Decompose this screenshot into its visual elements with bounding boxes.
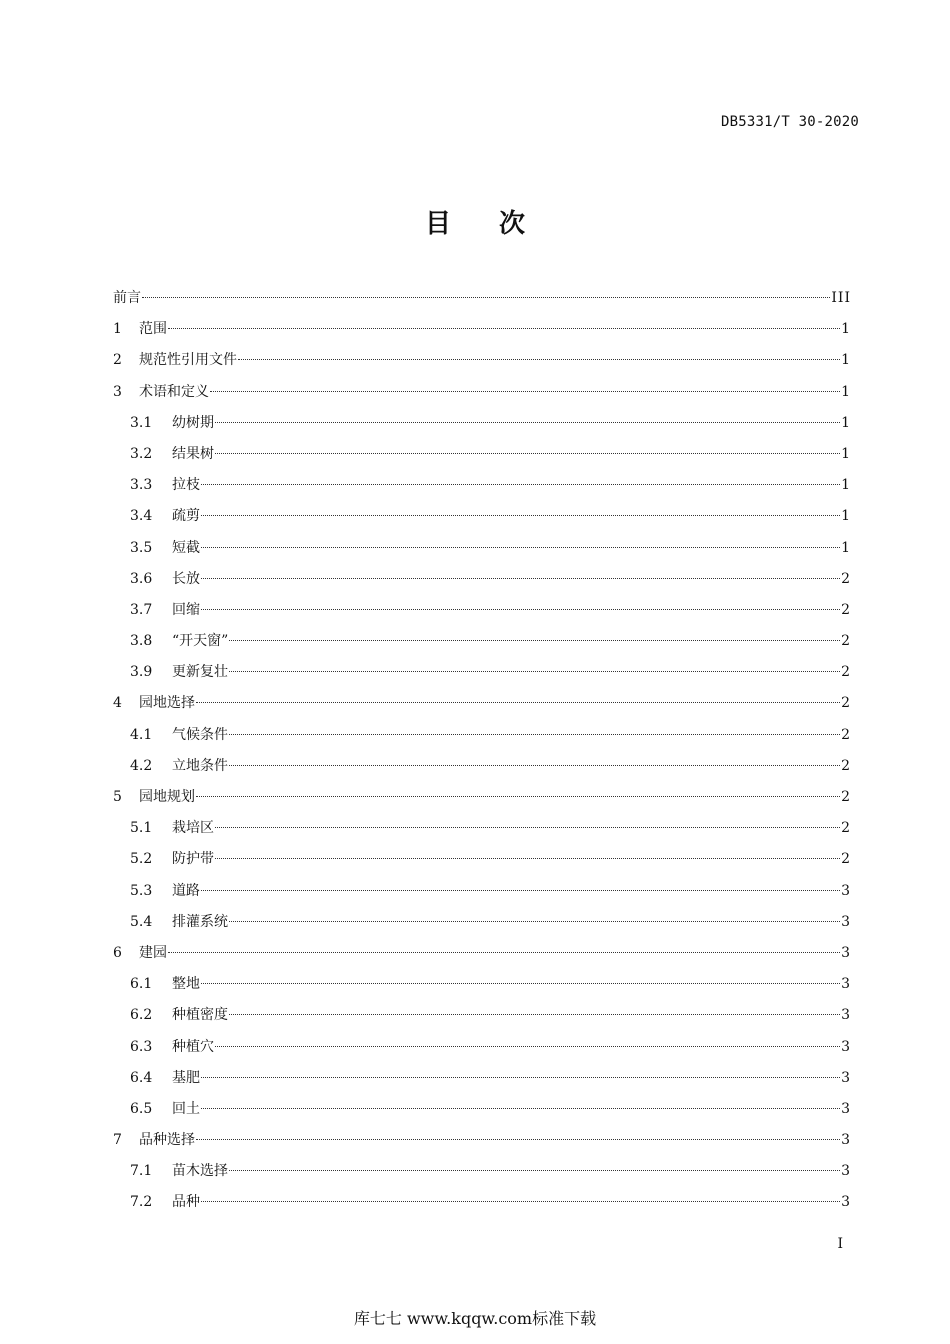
toc-entry-page: 2: [841, 820, 851, 837]
toc-entry-number: 3.1: [130, 414, 153, 431]
toc-dot-leader: [201, 890, 840, 891]
page-title: 目次: [424, 209, 573, 239]
toc-entry-number: 3.6: [130, 570, 153, 587]
toc-entry-number: 3.9: [130, 664, 153, 681]
toc-entry-number: 7.1: [130, 1163, 153, 1180]
toc-dot-leader: [229, 734, 840, 735]
toc-entry-page: 1: [841, 508, 851, 525]
toc-entry-page: 2: [841, 695, 851, 712]
toc-entry-title: 范围: [139, 321, 167, 338]
toc-dot-leader: [201, 1108, 840, 1109]
toc-dot-leader: [201, 547, 840, 548]
toc-entry-title: 拉枝: [172, 477, 200, 494]
footer-watermark: 库七七 www.kqqw.com标准下载: [353, 1309, 597, 1328]
toc-entry-title: 栽培区: [172, 820, 214, 837]
toc-entry-title: 苗木选择: [172, 1163, 228, 1180]
toc-entry-number: 7: [113, 1132, 122, 1149]
toc-entry-number: 5.1: [130, 820, 153, 837]
toc-entry[interactable]: [113, 1032, 851, 1063]
toc-dot-leader: [215, 453, 840, 454]
toc-entry-page: 3: [841, 976, 851, 993]
toc-entry-page: 2: [841, 570, 851, 587]
toc-entry[interactable]: [113, 626, 851, 657]
toc-dot-leader: [196, 1139, 840, 1140]
toc-entry-number: 5.2: [130, 851, 153, 868]
toc-entry-title: 前言: [113, 290, 141, 306]
table-of-contents: [113, 283, 851, 1219]
toc-entry-number: 3.4: [130, 508, 153, 525]
toc-entry-number: 5: [113, 789, 122, 805]
toc-dot-leader: [229, 765, 840, 766]
toc-dot-leader: [210, 391, 840, 392]
toc-entry[interactable]: [113, 470, 851, 501]
toc-entry-title: 立地条件: [172, 757, 228, 774]
toc-dot-leader: [196, 796, 840, 797]
toc-entry-title: 回缩: [172, 601, 200, 618]
toc-dot-leader: [201, 578, 840, 579]
toc-dot-leader: [215, 422, 840, 423]
toc-entry[interactable]: [113, 1156, 851, 1187]
toc-entry-title: 园地规划: [139, 789, 195, 805]
toc-entry-number: 6.5: [130, 1100, 153, 1117]
toc-dot-leader: [201, 983, 840, 984]
toc-dot-leader: [196, 702, 840, 703]
toc-dot-leader: [215, 858, 840, 859]
toc-entry[interactable]: [113, 657, 851, 688]
toc-entry-number: 4.2: [130, 757, 153, 774]
page-number: I: [837, 1236, 843, 1252]
toc-entry[interactable]: [113, 907, 851, 938]
toc-entry-title: “开天窗”: [172, 633, 229, 650]
toc-entry-number: 1: [113, 321, 122, 338]
toc-entry-title: 整地: [172, 976, 200, 993]
toc-entry-title: 术语和定义: [139, 383, 209, 400]
toc-entry-title: 防护带: [172, 851, 214, 868]
toc-entry-number: 4: [113, 695, 122, 712]
toc-entry-page: 3: [841, 944, 851, 961]
toc-entry-number: 3.8: [130, 633, 153, 650]
toc-entry[interactable]: [113, 1094, 851, 1125]
toc-entry-title: 道路: [172, 882, 200, 899]
toc-entry[interactable]: [113, 408, 851, 439]
toc-entry[interactable]: [113, 1063, 851, 1094]
toc-entry-number: 4.1: [130, 726, 153, 743]
toc-entry-number: 3.7: [130, 601, 153, 618]
toc-entry-page: 2: [841, 726, 851, 743]
toc-entry-number: 7.2: [130, 1194, 153, 1211]
toc-dot-leader: [201, 1077, 840, 1078]
toc-entry[interactable]: [113, 283, 851, 314]
toc-entry-page: 3: [841, 1132, 851, 1149]
toc-dot-leader: [229, 1170, 840, 1171]
document-code: DB5331/T 30-2020: [720, 114, 859, 130]
toc-entry-number: 6.1: [130, 976, 153, 993]
toc-entry-title: 短截: [172, 539, 200, 556]
toc-entry-number: 6.2: [130, 1007, 153, 1024]
toc-entry-title: 基肥: [172, 1069, 200, 1086]
toc-entry-page: 3: [841, 1038, 851, 1055]
toc-entry[interactable]: [113, 688, 851, 719]
toc-entry-page: 2: [841, 851, 851, 868]
toc-entry-page: 1: [841, 477, 851, 494]
toc-entry-title: 品种选择: [139, 1132, 195, 1149]
toc-entry[interactable]: [113, 969, 851, 1000]
toc-entry[interactable]: [113, 1000, 851, 1031]
toc-dot-leader: [201, 609, 840, 610]
toc-entry-title: 疏剪: [172, 508, 200, 525]
toc-dot-leader: [201, 515, 840, 516]
toc-entry-page: 1: [841, 383, 851, 400]
toc-entry[interactable]: [113, 782, 851, 813]
toc-entry[interactable]: [113, 377, 851, 408]
toc-dot-leader: [201, 484, 840, 485]
toc-entry[interactable]: [113, 876, 851, 907]
toc-entry[interactable]: [113, 720, 851, 751]
toc-entry-page: 3: [841, 1194, 851, 1211]
toc-entry-page: 3: [841, 1069, 851, 1086]
toc-dot-leader: [238, 359, 840, 360]
toc-entry-number: 5.4: [130, 913, 153, 930]
toc-entry-title: 排灌系统: [172, 913, 228, 930]
toc-entry-number: 5.3: [130, 882, 153, 899]
toc-entry-number: 3.2: [130, 445, 153, 462]
toc-entry[interactable]: [113, 1125, 851, 1156]
toc-entry-number: 6.4: [130, 1069, 153, 1086]
toc-entry[interactable]: [113, 844, 851, 875]
toc-dot-leader: [168, 328, 840, 329]
toc-entry-title: 园地选择: [139, 695, 195, 712]
toc-entry[interactable]: [113, 1187, 851, 1218]
toc-entry-page: 3: [841, 1100, 851, 1117]
toc-entry-number: 6.3: [130, 1038, 153, 1055]
toc-dot-leader: [168, 952, 840, 953]
toc-dot-leader: [229, 1014, 840, 1015]
toc-entry[interactable]: [113, 533, 851, 564]
toc-entry-title: 规范性引用文件: [139, 352, 237, 369]
toc-entry-page: 3: [841, 1163, 851, 1180]
toc-entry[interactable]: [113, 938, 851, 969]
toc-entry-page: 2: [841, 633, 851, 650]
toc-entry-page: 3: [841, 913, 851, 930]
toc-entry-number: 3.5: [130, 539, 153, 556]
toc-entry-title: 气候条件: [172, 726, 228, 743]
toc-entry-page: 2: [841, 789, 851, 805]
toc-entry-page: 3: [841, 882, 851, 899]
toc-entry-page: 3: [841, 1007, 851, 1024]
toc-entry-title: 更新复壮: [172, 664, 228, 681]
toc-entry-page: 2: [841, 757, 851, 774]
toc-dot-leader: [215, 1046, 840, 1047]
toc-entry-number: 3: [113, 383, 122, 400]
toc-entry-number: 6: [113, 944, 122, 961]
toc-entry-page: 1: [841, 321, 851, 338]
toc-entry[interactable]: [113, 314, 851, 345]
toc-entry-title: 品种: [172, 1194, 200, 1211]
toc-entry[interactable]: [113, 439, 851, 470]
toc-entry[interactable]: [113, 751, 851, 782]
toc-entry-page: 1: [841, 352, 851, 369]
toc-dot-leader: [142, 297, 830, 298]
toc-entry-title: 长放: [172, 570, 200, 587]
toc-entry-page: 1: [841, 539, 851, 556]
toc-dot-leader: [201, 1201, 840, 1202]
toc-entry-number: 2: [113, 352, 122, 369]
toc-dot-leader: [229, 671, 840, 672]
toc-entry-page: 2: [841, 664, 851, 681]
toc-entry-title: 幼树期: [172, 414, 214, 431]
toc-entry[interactable]: [113, 595, 851, 626]
toc-dot-leader: [229, 640, 840, 641]
toc-entry[interactable]: [113, 813, 851, 844]
toc-entry-page: 1: [841, 445, 851, 462]
toc-entry-title: 种植穴: [172, 1038, 214, 1055]
toc-entry-title: 建园: [139, 944, 167, 961]
toc-entry-number: 3.3: [130, 477, 153, 494]
toc-entry-page: 2: [841, 601, 851, 618]
toc-entry-page: III: [831, 290, 851, 306]
toc-entry-title: 回土: [172, 1100, 200, 1117]
toc-entry[interactable]: [113, 564, 851, 595]
toc-entry[interactable]: [113, 345, 851, 376]
toc-entry-title: 结果树: [172, 445, 214, 462]
toc-dot-leader: [229, 921, 840, 922]
toc-entry-title: 种植密度: [172, 1007, 228, 1024]
toc-entry-page: 1: [841, 414, 851, 431]
toc-entry[interactable]: [113, 501, 851, 532]
toc-dot-leader: [215, 827, 840, 828]
